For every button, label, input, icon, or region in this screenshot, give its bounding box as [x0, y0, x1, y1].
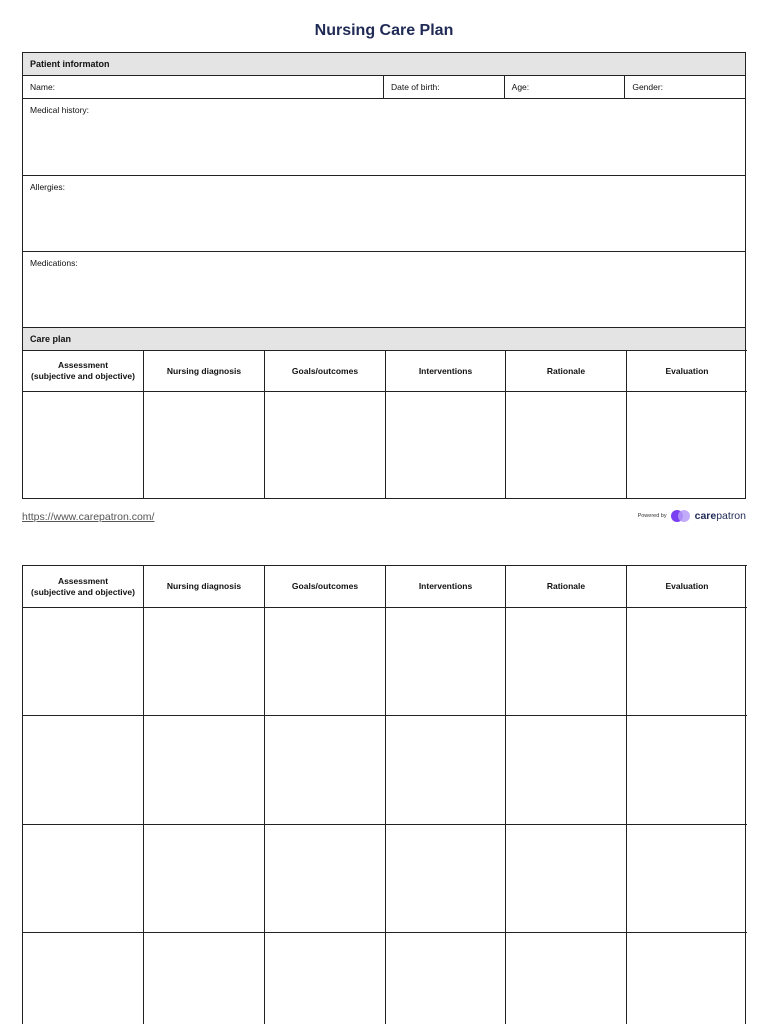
table-cell[interactable]: [627, 932, 747, 1024]
col-diagnosis-header: Nursing diagnosis: [144, 350, 265, 391]
patient-details-row: [23, 75, 745, 98]
col-interventions-header: Interventions: [386, 565, 506, 607]
carepatron-logo-icon: [671, 509, 691, 523]
table-cell[interactable]: [386, 715, 506, 824]
col-evaluation-header: Evaluation: [627, 350, 747, 391]
col-diagnosis-header: Nursing diagnosis: [144, 565, 265, 607]
table-cell[interactable]: [506, 715, 627, 824]
table-cell[interactable]: [627, 715, 747, 824]
gender-field[interactable]: [625, 76, 745, 98]
table-cell[interactable]: [144, 607, 265, 715]
care-plan-table-page2-wrap: [22, 565, 746, 1024]
table-cell[interactable]: [627, 391, 747, 499]
table-cell[interactable]: [506, 391, 627, 499]
table-cell[interactable]: [144, 715, 265, 824]
assessment-header-text: Assessment (subjective and objective): [31, 360, 135, 381]
table-cell[interactable]: [265, 715, 386, 824]
allergies-label: Allergies:: [30, 182, 65, 192]
age-label: Age:: [511, 82, 530, 92]
dob-field[interactable]: [384, 76, 505, 98]
table-cell[interactable]: [23, 932, 144, 1024]
table-cell[interactable]: [506, 932, 627, 1024]
powered-by-badge: [638, 509, 746, 523]
table-cell[interactable]: [265, 607, 386, 715]
medical-history-field[interactable]: [23, 98, 745, 175]
allergies-field[interactable]: [23, 175, 745, 251]
patient-info-form: [22, 52, 746, 499]
care-plan-table-page2: [23, 565, 745, 1024]
medications-field[interactable]: [23, 251, 745, 327]
dob-label: Date of birth:: [390, 82, 440, 92]
table-cell[interactable]: [627, 824, 747, 932]
table-cell[interactable]: [386, 932, 506, 1024]
col-interventions-header: Interventions: [386, 350, 506, 391]
table-cell[interactable]: [23, 607, 144, 715]
table-cell[interactable]: [23, 715, 144, 824]
table-cell[interactable]: [23, 824, 144, 932]
care-plan-heading: Care plan: [23, 327, 745, 350]
table-cell[interactable]: [506, 607, 627, 715]
col-rationale-header: Rationale: [506, 565, 627, 607]
col-assessment-header: [23, 565, 144, 607]
footer-link[interactable]: https://www.carepatron.com/: [22, 511, 155, 523]
name-field[interactable]: [23, 76, 384, 98]
assessment-header-text: Assessment (subjective and objective): [31, 575, 135, 597]
name-label: Name:: [30, 82, 56, 92]
care-plan-table-page1: [23, 350, 745, 499]
table-cell[interactable]: [386, 391, 506, 499]
carepatron-wordmark: carepatron: [694, 510, 746, 522]
powered-by-label: Powered by: [637, 513, 667, 519]
document-title: Nursing Care Plan: [314, 22, 454, 39]
table-cell[interactable]: [265, 932, 386, 1024]
table-cell[interactable]: [23, 391, 144, 499]
table-cell[interactable]: [386, 607, 506, 715]
table-cell[interactable]: [144, 391, 265, 499]
col-assessment-header: [23, 350, 144, 391]
table-cell[interactable]: [386, 824, 506, 932]
col-goals-header: Goals/outcomes: [265, 350, 386, 391]
medical-history-label: Medical history:: [30, 105, 90, 115]
medications-label: Medications:: [30, 258, 78, 268]
age-field[interactable]: [505, 76, 626, 98]
patient-info-heading: Patient informaton: [23, 52, 745, 75]
gender-label: Gender:: [632, 82, 664, 92]
table-cell[interactable]: [265, 391, 386, 499]
table-cell[interactable]: [144, 824, 265, 932]
table-cell[interactable]: [265, 824, 386, 932]
table-cell[interactable]: [144, 932, 265, 1024]
col-goals-header: Goals/outcomes: [265, 565, 386, 607]
table-cell[interactable]: [506, 824, 627, 932]
table-cell[interactable]: [627, 607, 747, 715]
col-rationale-header: Rationale: [506, 350, 627, 391]
col-evaluation-header: Evaluation: [627, 565, 747, 607]
